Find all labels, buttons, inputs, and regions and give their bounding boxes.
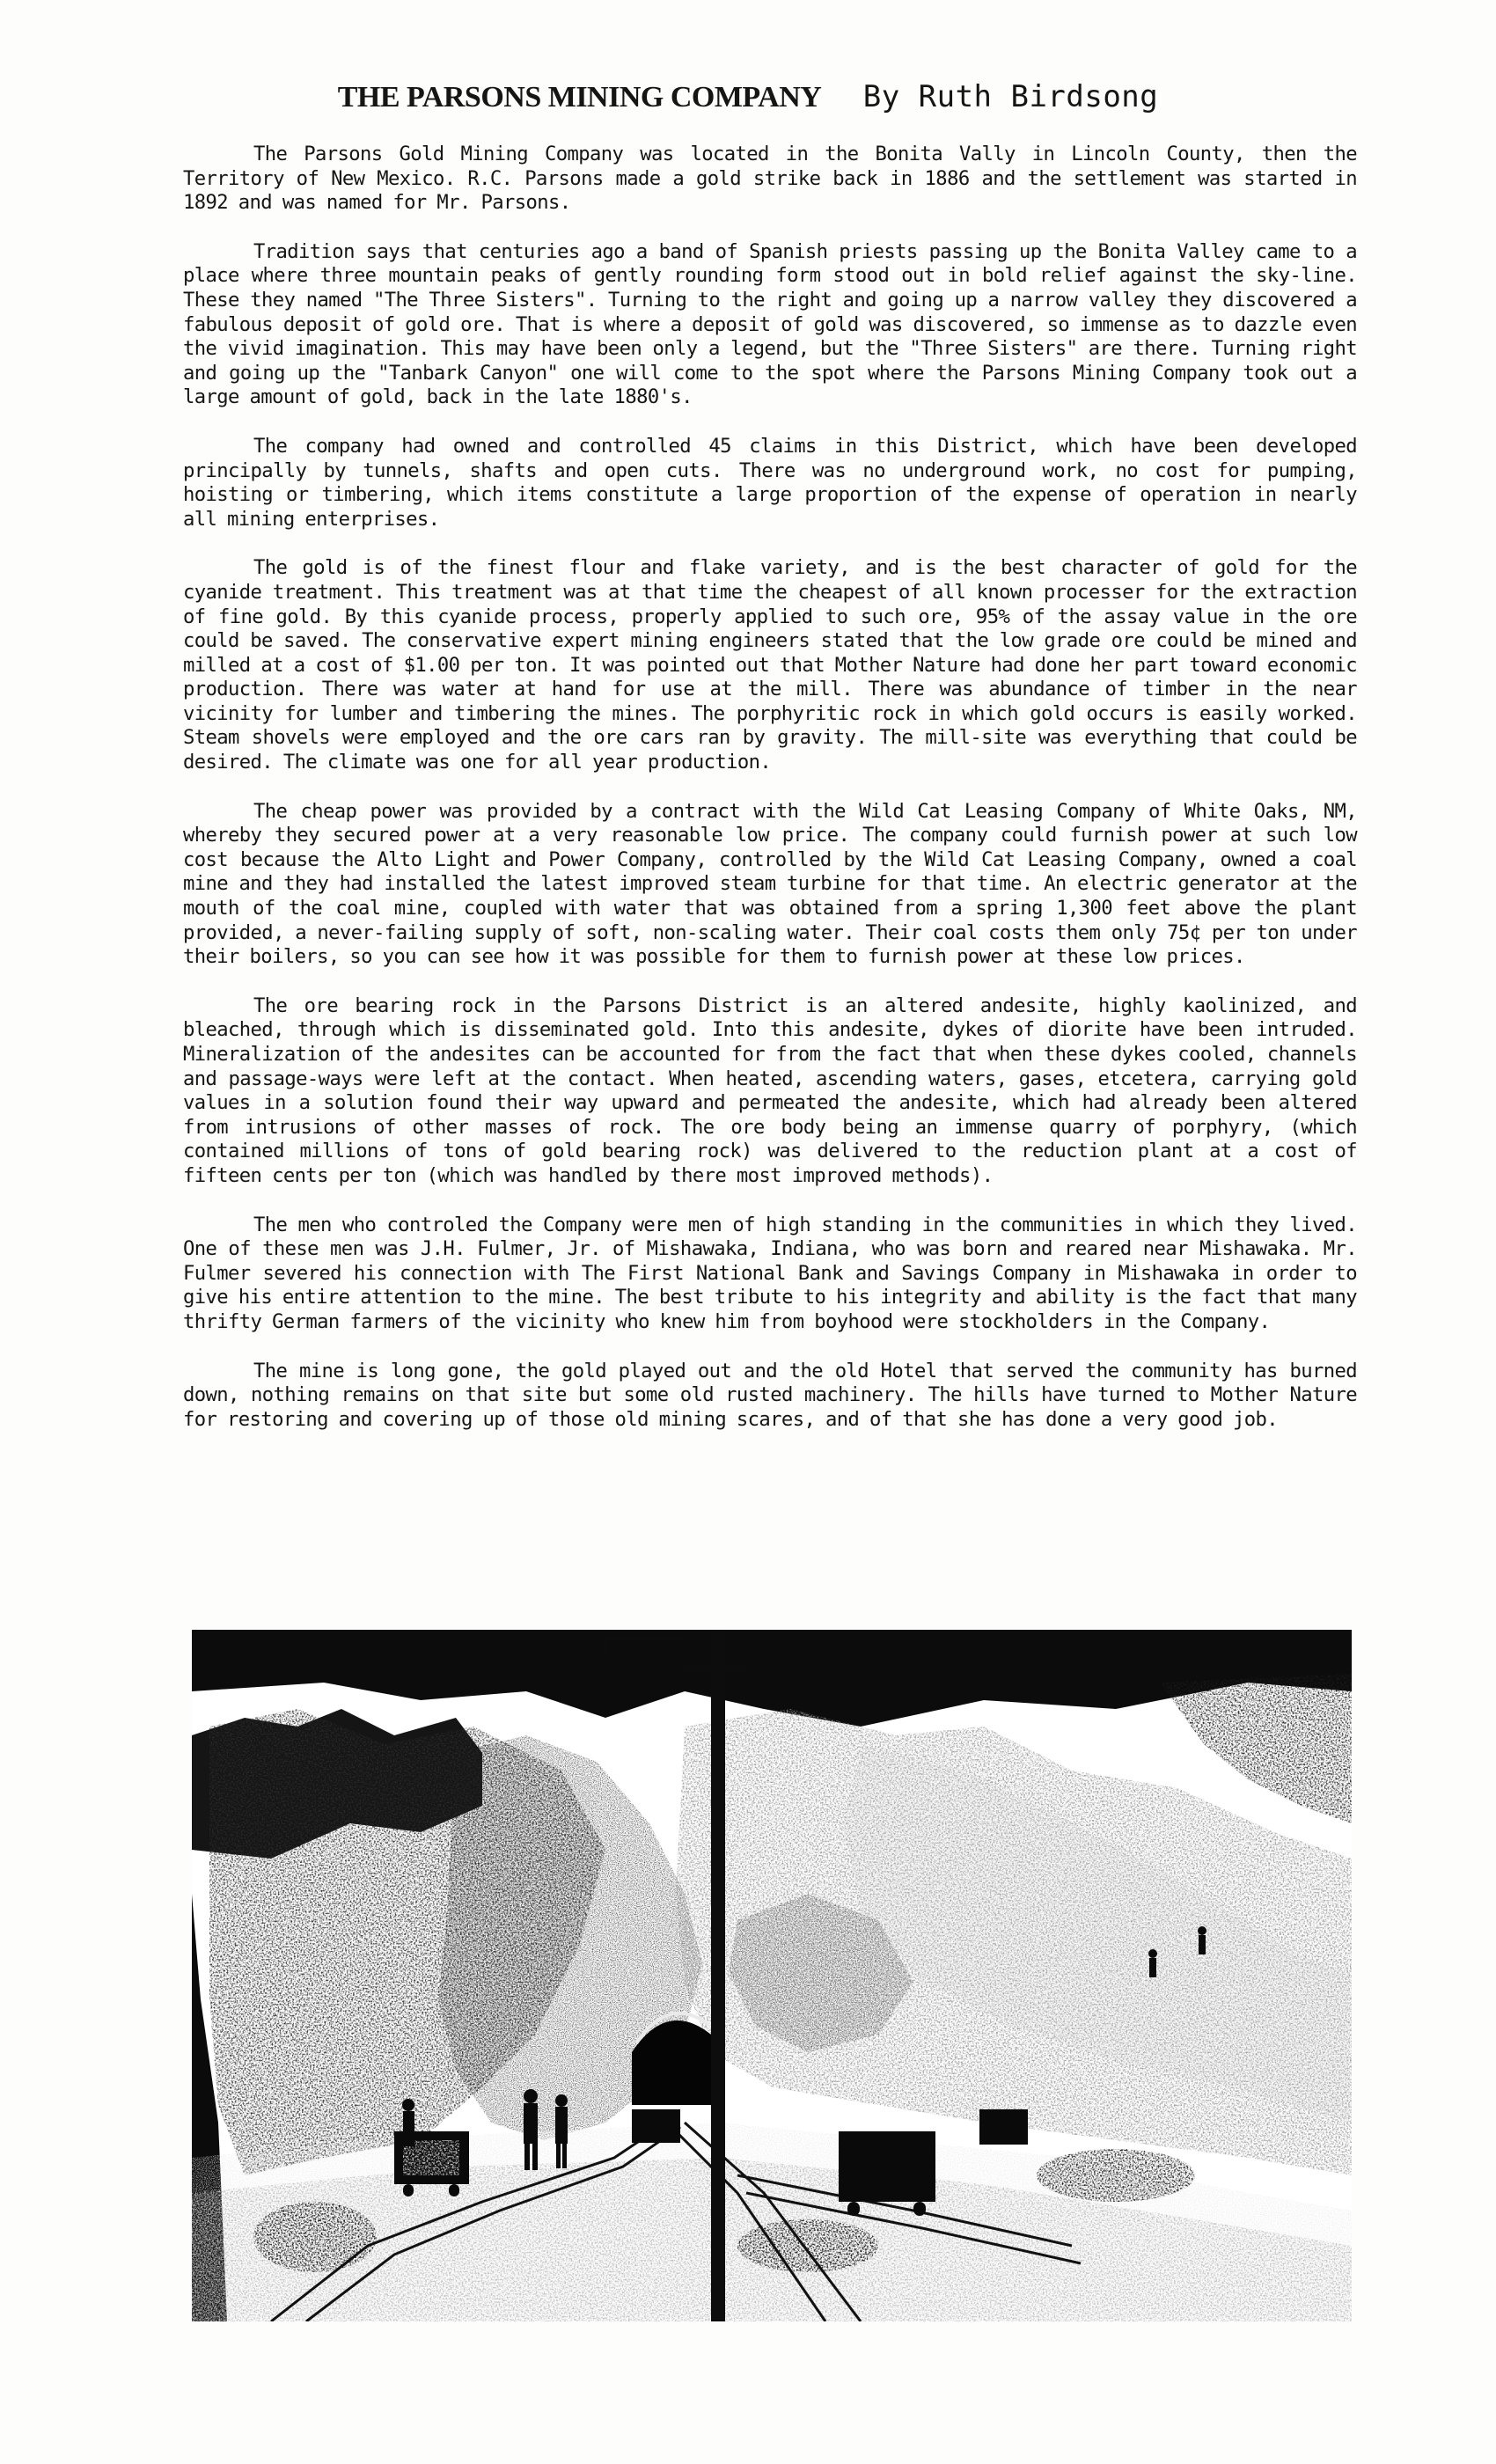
paragraph-geology: The ore bearing rock in the Parsons District is an altered andesite, highly kaolinized, and bleached, through which is disseminated gold. Into this andesite, dykes of diorite have been intruded. Mineralization of the andesites can be accounted for from the fact that when these dykes cooled, channels and passage-ways were left at the contact. When heated, ascending waters, gases, etcetera, carrying gold values in a solution found their way upward and permeated the andesite, which had already been altered from intrusions of other masses of rock. The ore body being an immense quarry of porphyry, (which contained millions of tons of gold bearing rock) was delivered to the reduction plant at a cost of fifteen cents per ton (which was handled by there most improved methods). bbox=[183, 994, 1357, 1187]
article-body bbox=[183, 143, 1357, 1456]
article-heading bbox=[0, 76, 1496, 114]
paragraph-closing: The mine is long gone, the gold played out and the old Hotel that served the community has burned down, nothing remains on that site but some old rusted machinery. The hills have turned to Mother Nature for restoring and covering up of those old mining scares, and of that she has done a very good job. bbox=[183, 1359, 1357, 1431]
paragraph-tradition: Tradition says that centuries ago a band of Spanish priests passing up the Bonita Valley came to a place where three mountain peaks of gently rounding form stood out in bold relief against the sky-line. These they named "The Three Sisters". Turning to the right and going up a narrow valley they discovered a fabulous deposit of gold ore. That is where a deposit of gold was discovered, so immense as to dazzle even the vivid imagination. This may have been only a legend, but the "Three Sisters" are there. Turning right and going up the "Tanbark Canyon" one will come to the spot where the Parsons Mining Company took out a large amount of gold, back in the late 1880's. bbox=[183, 239, 1357, 409]
paragraph-location: The Parsons Gold Mining Company was located in the Bonita Vally in Lincoln County, then the Territory of New Mexico. R.C. Parsons made a gold strike back in 1886 and the settlement was started in 1892 and was named for Mr. Parsons. bbox=[183, 143, 1357, 215]
paragraph-claims: The company had owned and controlled 45 claims in this District, which have been developed principally by tunnels, shafts and open cuts. There was no underground work, no cost for pumping, hoisting or timbering, which items constitute a large proportion of the expense of operation in nearly all mining enterprises. bbox=[183, 434, 1357, 531]
paragraph-power: The cheap power was provided by a contract with the Wild Cat Leasing Company of White Oaks, NM, whereby they secured power at a very reasonable low price. The company could furnish power at such low cost because the Alto Light and Power Company, controlled by the Wild Cat Leasing Company, owned a coal mine and they had installed the latest improved steam turbine for that time. An electric generator at the mouth of the coal mine, coupled with water that was obtained from a spring 1,300 feet above the plant provided, a never-failing supply of soft, non-scaling water. Their coal costs them only 75¢ per ton under their boilers, so you can see how it was possible for them to furnish power at these low prices. bbox=[183, 799, 1357, 969]
paragraph-gold-quality: The gold is of the finest flour and flake variety, and is the best character of gold for the cyanide treatment. This treatment was at that time the cheapest of all known processer for the extraction of fine gold. By this cyanide process, properly applied to such ore, 95% of the assay value in the ore could be saved. The conservative expert mining engineers stated that the low grade ore could be mined and milled at a cost of $1.00 per ton. It was pointed out that Mother Nature had done her part toward economic production. There was water at hand for use at the mill. There was abundance of timber in the near vicinity for lumber and timbering the mines. The porphyritic rock in which gold occurs is easily worked. Steam shovels were employed and the ore cars ran by gravity. The mill-site was everything that could be desired. The climate was one for all year production. bbox=[183, 556, 1357, 774]
article-title: THE PARSONS MINING COMPANY bbox=[337, 81, 822, 114]
paragraph-men: The men who controled the Company were men of high standing in the communities in which they lived. One of these men was J.H. Fulmer, Jr. of Mishawaka, Indiana, who was born and reared near Mishawaka. Mr. Fulmer severed his connection with The First National Bank and Savings Company in Mishawaka in order to give his entire attention to the mine. The best tribute to his integrity and ability is the fact that many thrifty German farmers of the vicinity who knew him from boyhood were stockholders in the Company. bbox=[183, 1213, 1357, 1333]
mine-photo-illustration bbox=[192, 1630, 1352, 2321]
article-author: By Ruth Birdsong bbox=[862, 79, 1159, 114]
mining-photograph bbox=[192, 1630, 1352, 2321]
